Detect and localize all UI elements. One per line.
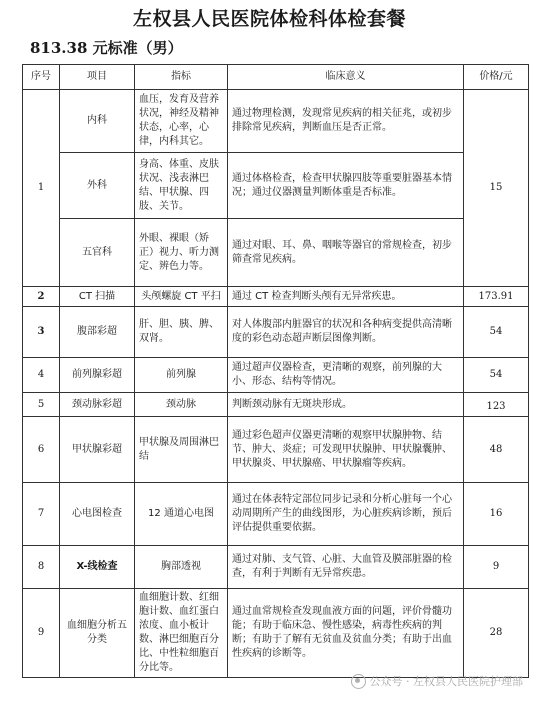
table-row [23, 546, 529, 589]
table-row [23, 393, 529, 417]
row-no: 3 [23, 307, 60, 358]
row-meaning: 通过对眼、耳、鼻、咽喉等器官的常规检查，初步筛查常见疾病。 [228, 219, 464, 287]
table-row [23, 589, 529, 678]
row-indicator: 血压，发育及营养状况，神经及精神状态，心率，心律，内科其它。 [135, 90, 228, 153]
header-price: 价格/元 [464, 65, 529, 90]
row-meaning: 通过在体表特定部位同步记录和分析心脏每一个心动周期所产生的曲线图形，为心脏疾病诊断，预后评估提供重要依据。 [228, 483, 464, 546]
row-meaning: 通过对肺、支气管、心脏、大血管及膜部脏器的检查，有利于判断有无异常疾患。 [228, 546, 464, 589]
row-item: 腹部彩超 [60, 307, 135, 358]
wechat-official-account-icon [351, 674, 366, 689]
row-indicator: 外眼、裸眼（矫正）视力、听力测定、辨色力等。 [135, 219, 228, 287]
table-row [23, 417, 529, 483]
row-price: 15 [464, 90, 529, 287]
row-item: 甲状腺彩超 [60, 417, 135, 483]
table-row [23, 307, 529, 358]
row-price: 123 [464, 393, 529, 417]
watermark-text: 公众号 · 左权县人民医院护理部 [369, 675, 523, 688]
row-item: 前列腺彩超 [60, 358, 135, 393]
table-row [23, 90, 529, 153]
row-item: 外科 [60, 153, 135, 219]
row-no: 8 [23, 546, 60, 589]
table-row [23, 219, 529, 287]
row-price: 54 [464, 307, 529, 358]
row-no: 6 [23, 417, 60, 483]
row-indicator: 甲状腺及周围淋巴结 [135, 417, 228, 483]
page-title: 左权县人民医院体检科体检套餐 [132, 8, 406, 30]
row-no: 7 [23, 483, 60, 546]
row-indicator: 前列腺 [135, 358, 228, 393]
row-item: X-线检查 [60, 546, 135, 589]
header-item: 项目 [60, 65, 135, 90]
table-row [23, 287, 529, 307]
row-meaning: 通过彩色超声仪器更清晰的观察甲状腺肿物、结节、肿大、炎症；可发现甲状腺肿、甲状腺囊肿、甲状腺炎、甲状腺癌、甲状腺瘤等疾病。 [228, 417, 464, 483]
row-indicator: 12 通道心电图 [135, 483, 228, 546]
row-meaning: 对人体腹部内脏器官的状况和各种病变提供高清晰度的彩色动态超声断层图像判断。 [228, 307, 464, 358]
row-indicator: 胸部透视 [135, 546, 228, 589]
header-no: 序号 [23, 65, 60, 90]
row-meaning: 通过体格检查，检查甲状腺四肢等重要脏器基本情况；通过仪器测量判断体重是否标准。 [228, 153, 464, 219]
row-item: 五官科 [60, 219, 135, 287]
row-meaning: 通过物理检测，发现常见疾病的相关征兆，或初步排除常见疾病，判断血压是否正常。 [228, 90, 464, 153]
row-meaning: 通过血常规检查发现血液方面的问题，评价骨髓功能；有助于临床急、慢性感染，病毒性疾病的判断；有助于了解有无贫血及贫血分类；有助于出血性疾病的诊断等。 [228, 589, 464, 678]
row-item: 颈动脉彩超 [60, 393, 135, 417]
row-indicator: 颈动脉 [135, 393, 228, 417]
row-no: 4 [23, 358, 60, 393]
package-subtitle: 813.38 元标准（男） [30, 39, 183, 57]
row-indicator: 血细胞计数、红细胞计数、血红蛋白浓度、血小板计数、淋巴细胞百分比、中性粒细胞百分比等。 [135, 589, 228, 678]
header-indicator: 指标 [135, 65, 228, 90]
table-row [23, 358, 529, 393]
row-meaning: 通过超声仪器检查，更清晰的观察，前列腺的大小、形态、结构等情况。 [228, 358, 464, 393]
row-item: 内科 [60, 90, 135, 153]
table-row [23, 483, 529, 546]
row-no: 9 [23, 589, 60, 678]
row-indicator: 身高、体重、皮肤状况、浅表淋巴结、甲状腺、四肢、关节。 [135, 153, 228, 219]
row-price: 28 [464, 589, 529, 678]
row-no: 5 [23, 393, 60, 417]
row-price: 173.91 [464, 287, 529, 307]
row-indicator: 肝、胆、胰、脾、双肾。 [135, 307, 228, 358]
row-price: 48 [464, 417, 529, 483]
row-meaning: 通过 CT 检查判断头颅有无异常疾患。 [228, 287, 464, 307]
table-header-row [23, 65, 529, 90]
row-meaning: 判断颈动脉有无斑块形成。 [228, 393, 464, 417]
row-indicator: 头颅螺旋 CT 平扫 [135, 287, 228, 307]
watermark [351, 673, 524, 689]
row-price: 16 [464, 483, 529, 546]
row-item: 血细胞分析五分类 [60, 589, 135, 678]
table-row [23, 153, 529, 219]
row-price: 54 [464, 358, 529, 393]
row-price: 9 [464, 546, 529, 589]
row-no: 2 [23, 287, 60, 307]
row-no: 1 [23, 90, 60, 287]
package-table [22, 64, 529, 678]
header-meaning: 临床意义 [228, 65, 464, 90]
row-item: CT 扫描 [60, 287, 135, 307]
row-item: 心电图检查 [60, 483, 135, 546]
